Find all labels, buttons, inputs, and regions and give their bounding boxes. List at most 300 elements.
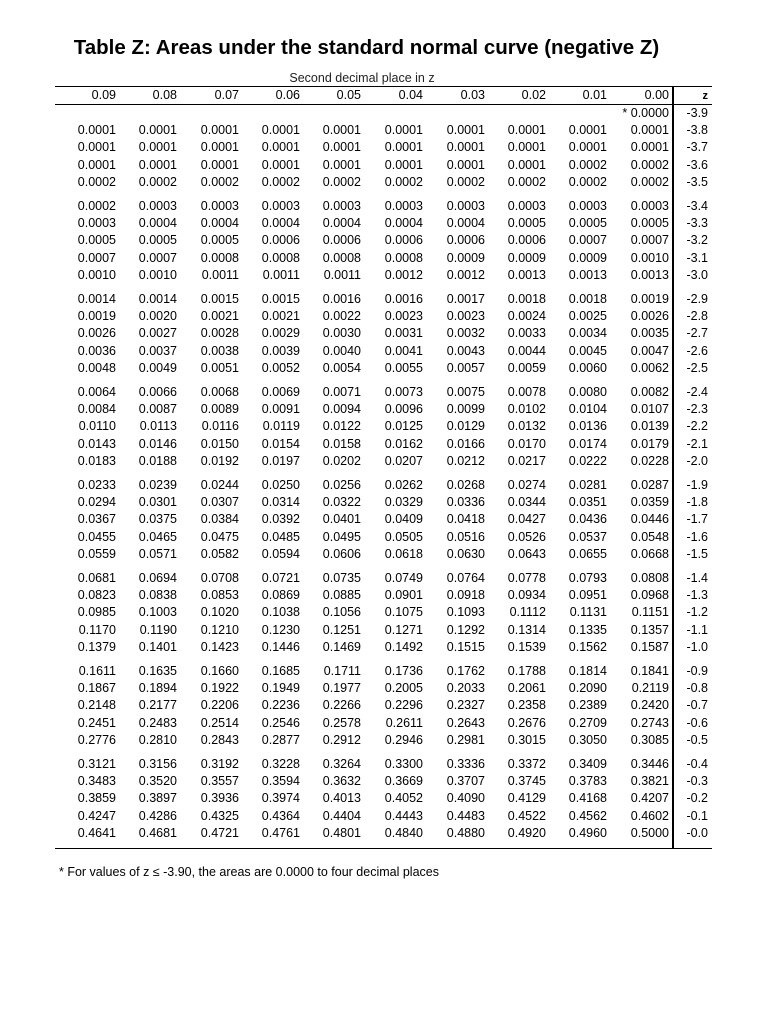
table-cell: 0.0059 — [507, 361, 546, 376]
table-cell: 0.0057 — [446, 361, 485, 376]
table-cell: 0.0418 — [446, 512, 485, 527]
table-cell: 0.1611 — [78, 663, 116, 678]
z-label: -0.8 — [686, 681, 708, 695]
table-cell: 0.0571 — [138, 547, 177, 562]
bottom-rule — [55, 848, 712, 849]
table-cell: 0.0002 — [77, 198, 116, 213]
z-label: -0.1 — [686, 808, 708, 823]
column-header: 0.08 — [152, 88, 177, 102]
table-cell: 0.0146 — [138, 436, 177, 451]
table-cell: 0.1711 — [323, 663, 361, 678]
table-cell: 0.4761 — [261, 826, 300, 841]
table-cell: 0.0228 — [630, 454, 669, 469]
table-cell: 0.0526 — [507, 529, 546, 544]
table-cell: 0.0001 — [384, 140, 423, 155]
table-cell: 0.2810 — [138, 733, 177, 748]
table-cell: 0.0212 — [446, 454, 485, 469]
table-cell: 0.0008 — [322, 250, 361, 265]
table-cell: 0.2420 — [630, 698, 669, 713]
table-cell: 0.2389 — [568, 698, 607, 713]
table-cell: 0.1762 — [446, 663, 485, 678]
table-cell: 0.0045 — [568, 343, 607, 358]
z-label: -3.6 — [686, 157, 708, 172]
table-cell: 0.3192 — [200, 756, 239, 771]
table-cell: 0.0281 — [568, 477, 607, 492]
table-cell: 0.4602 — [630, 808, 669, 823]
table-cell: 0.0002 — [322, 175, 361, 190]
z-label: -3.0 — [686, 268, 708, 283]
table-cell: 0.3707 — [446, 774, 485, 788]
table-cell: 0.0516 — [446, 529, 485, 544]
table-cell: 0.0968 — [630, 588, 669, 602]
table-cell: 0.0274 — [507, 477, 546, 492]
page-title: Table Z: Areas under the standard normal curve (negative Z) — [73, 36, 660, 59]
table-cell: 0.0007 — [568, 233, 607, 248]
table-cell: 0.4364 — [261, 808, 300, 823]
table-cell: 0.0011 — [323, 268, 361, 283]
header-rule — [55, 104, 712, 105]
table-cell: 0.3859 — [77, 791, 116, 806]
table-cell: 0.0018 — [507, 291, 546, 306]
z-label: -3.1 — [686, 250, 708, 265]
table-cell: 0.0091 — [261, 402, 300, 416]
table-cell: 0.4207 — [630, 791, 669, 806]
z-column-divider — [672, 87, 674, 848]
table-cell: 0.0006 — [446, 233, 485, 248]
table-cell: 0.0559 — [77, 547, 116, 562]
table-cell: 0.0016 — [322, 291, 361, 306]
table-cell: 0.4129 — [507, 791, 546, 806]
table-cell: 0.0007 — [630, 233, 669, 248]
table-cell: 0.0019 — [77, 309, 116, 323]
table-cell: 0.3936 — [200, 791, 239, 806]
table-cell: 0.0002 — [446, 175, 485, 190]
table-cell: 0.0034 — [568, 326, 607, 341]
table-cell: 0.0721 — [261, 570, 300, 585]
table-cell: 0.2236 — [261, 698, 300, 713]
table-cell: 0.0027 — [138, 326, 177, 341]
table-cell: 0.0174 — [568, 436, 607, 451]
table-cell: 0.0003 — [630, 198, 669, 213]
table-cell: 0.4325 — [200, 808, 239, 823]
table-cell: 0.0047 — [630, 343, 669, 358]
table-cell: 0.0002 — [200, 175, 239, 190]
table-cell: 0.1587 — [630, 640, 669, 655]
table-cell: 0.4483 — [446, 808, 485, 823]
table-cell: 0.2148 — [77, 698, 116, 713]
table-cell: 0.0668 — [630, 547, 669, 562]
table-cell: 0.0197 — [261, 454, 300, 469]
table-cell: 0.0044 — [507, 343, 546, 358]
table-cell: 0.0078 — [507, 384, 546, 399]
table-cell: 0.0011 — [201, 268, 239, 283]
table-cell: 0.0129 — [446, 419, 485, 434]
table-cell: 0.0001 — [446, 157, 485, 172]
table-cell: 0.1894 — [138, 681, 177, 695]
table-cell: 0.1190 — [139, 622, 177, 637]
table-cell: 0.0375 — [138, 512, 177, 527]
table-cell: 0.0006 — [261, 233, 300, 248]
table-cell: 0.0606 — [322, 547, 361, 562]
table-cell: 0.0001 — [630, 123, 669, 137]
table-cell: 0.2206 — [200, 698, 239, 713]
table-cell: 0.3669 — [384, 774, 423, 788]
table-cell: 0.1492 — [384, 640, 423, 655]
table-cell: 0.2946 — [384, 733, 423, 748]
table-cell: 0.0011 — [262, 268, 300, 283]
z-label: -3.9 — [686, 106, 708, 120]
table-cell: 0.0069 — [261, 384, 300, 399]
table-cell: 0.0001 — [568, 123, 607, 137]
table-cell: 0.0708 — [200, 570, 239, 585]
z-label: -1.1 — [686, 622, 708, 637]
table-cell: 0.0018 — [568, 291, 607, 306]
table-cell: 0.0233 — [77, 477, 116, 492]
table-cell: 0.0001 — [200, 140, 239, 155]
table-cell: 0.4522 — [507, 808, 546, 823]
table-cell: 0.0465 — [138, 529, 177, 544]
table-cell: 0.0064 — [77, 384, 116, 399]
table-cell: 0.4168 — [568, 791, 607, 806]
table-cell: 0.1314 — [507, 622, 546, 637]
table-cell: 0.0125 — [384, 419, 423, 434]
table-cell: 0.2296 — [384, 698, 423, 713]
table-cell: 0.2676 — [507, 715, 546, 730]
table-cell: 0.0119 — [262, 419, 300, 434]
table-cell: 0.1335 — [568, 622, 607, 637]
table-cell: 0.0004 — [200, 216, 239, 230]
table-cell: 0.0322 — [322, 495, 361, 509]
z-label: -2.3 — [686, 402, 708, 416]
table-cell: 0.0301 — [138, 495, 177, 509]
table-cell: 0.2743 — [630, 715, 669, 730]
table-cell: 0.0008 — [384, 250, 423, 265]
table-cell: 0.0013 — [630, 268, 669, 283]
z-label: -1.5 — [686, 547, 708, 562]
table-cell: 0.0051 — [200, 361, 239, 376]
table-cell: 0.0287 — [630, 477, 669, 492]
table-cell: 0.0087 — [138, 402, 177, 416]
table-cell: 0.4681 — [138, 826, 177, 841]
table-cell: 0.0001 — [138, 157, 177, 172]
table-cell: 0.0002 — [568, 157, 607, 172]
table-cell: 0.4562 — [568, 808, 607, 823]
table-cell: 0.1867 — [77, 681, 116, 695]
table-cell: 0.0455 — [77, 529, 116, 544]
z-label: -2.7 — [686, 326, 708, 341]
table-cell: 0.0002 — [568, 175, 607, 190]
table-cell: 0.0207 — [384, 454, 423, 469]
table-cell: 0.0013 — [568, 268, 607, 283]
table-cell: 0.3372 — [507, 756, 546, 771]
table-cell: 0.0268 — [446, 477, 485, 492]
table-cell: 0.1131 — [569, 605, 607, 620]
table-cell: 0.0427 — [507, 512, 546, 527]
table-cell: 0.0005 — [568, 216, 607, 230]
table-cell: 0.0132 — [507, 419, 546, 434]
table-cell: 0.0256 — [322, 477, 361, 492]
table-cell: 0.0020 — [138, 309, 177, 323]
table-cell: 0.0548 — [630, 529, 669, 544]
table-cell: 0.0005 — [200, 233, 239, 248]
table-cell: 0.0001 — [446, 140, 485, 155]
table-cell: 0.0019 — [630, 291, 669, 306]
table-cell: 0.0003 — [322, 198, 361, 213]
table-cell: 0.0869 — [261, 588, 300, 602]
table-cell: 0.0084 — [77, 402, 116, 416]
table-cell: 0.0122 — [322, 419, 361, 434]
table-cell: 0.4920 — [507, 826, 546, 841]
table-cell: 0.0004 — [446, 216, 485, 230]
table-cell: 0.3783 — [568, 774, 607, 788]
table-cell: 0.0094 — [322, 402, 361, 416]
table-cell: 0.3050 — [568, 733, 607, 748]
table-cell: 0.0778 — [507, 570, 546, 585]
table-cell: 0.4404 — [322, 808, 361, 823]
table-cell: 0.4090 — [446, 791, 485, 806]
table-cell: 0.2709 — [568, 715, 607, 730]
z-label: -3.8 — [686, 123, 708, 137]
z-label: -0.2 — [686, 791, 708, 806]
table-cell: 0.0007 — [138, 250, 177, 265]
column-header: 0.05 — [336, 88, 361, 102]
footnote: * For values of z ≤ -3.90, the areas are 0.0000 to four decimal places — [59, 865, 439, 879]
table-cell: 0.0039 — [261, 343, 300, 358]
table-cell: 0.0001 — [322, 123, 361, 137]
table-cell: 0.2483 — [138, 715, 177, 730]
table-cell: 0.0015 — [261, 291, 300, 306]
table-cell: 0.0681 — [77, 570, 116, 585]
z-label: -3.3 — [686, 216, 708, 230]
z-label: -1.6 — [686, 529, 708, 544]
column-header: 0.01 — [582, 88, 607, 102]
table-cell: 0.1660 — [200, 663, 239, 678]
table-cell: 0.2776 — [77, 733, 116, 748]
table-cell: 0.0031 — [384, 326, 423, 341]
table-cell: 0.0016 — [384, 291, 423, 306]
table-cell: 0.4286 — [138, 808, 177, 823]
table-cell: 0.0222 — [568, 454, 607, 469]
table-cell: 0.0023 — [384, 309, 423, 323]
table-cell: 0.1292 — [446, 622, 485, 637]
table-cell: 0.0003 — [138, 198, 177, 213]
table-cell: 0.1922 — [200, 681, 239, 695]
table-cell: 0.0001 — [261, 140, 300, 155]
table-cell: 0.0025 — [568, 309, 607, 323]
table-cell: 0.0001 — [77, 140, 116, 155]
table-cell: 0.2611 — [385, 715, 423, 730]
table-cell: 0.0023 — [446, 309, 485, 323]
table-cell: 0.0643 — [507, 547, 546, 562]
table-cell: 0.0040 — [322, 343, 361, 358]
table-cell: 0.0166 — [446, 436, 485, 451]
table-cell: 0.0307 — [200, 495, 239, 509]
table-cell: 0.0110 — [78, 419, 116, 434]
table-cell: 0.3594 — [261, 774, 300, 788]
table-cell: 0.0007 — [77, 250, 116, 265]
table-cell: 0.0594 — [261, 547, 300, 562]
table-cell: 0.3897 — [138, 791, 177, 806]
z-label: -1.8 — [686, 495, 708, 509]
z-label: -2.1 — [686, 436, 708, 451]
table-cell: 0.1075 — [384, 605, 423, 620]
table-cell: 0.0749 — [384, 570, 423, 585]
table-cell: 0.1814 — [568, 663, 607, 678]
z-label: -3.2 — [686, 233, 708, 248]
table-cell: 0.0239 — [138, 477, 177, 492]
table-cell: 0.1271 — [384, 622, 423, 637]
table-cell: 0.0013 — [507, 268, 546, 283]
table-cell: 0.0008 — [261, 250, 300, 265]
table-cell: 0.0351 — [568, 495, 607, 509]
table-cell: 0.0012 — [446, 268, 485, 283]
table-cell: 0.1539 — [507, 640, 546, 655]
table-cell: 0.0049 — [138, 361, 177, 376]
table-cell: 0.0250 — [261, 477, 300, 492]
table-cell: 0.2514 — [200, 715, 239, 730]
table-cell: 0.0089 — [200, 402, 239, 416]
table-cell: 0.0336 — [446, 495, 485, 509]
table-cell: 0.3745 — [507, 774, 546, 788]
table-cell: 0.3446 — [630, 756, 669, 771]
table-cell: 0.0015 — [200, 291, 239, 306]
table-cell: 0.0002 — [77, 175, 116, 190]
table-cell: 0.0735 — [322, 570, 361, 585]
table-cell: 0.4721 — [200, 826, 239, 841]
table-cell: 0.0055 — [384, 361, 423, 376]
table-cell: 0.0021 — [200, 309, 239, 323]
table-cell: 0.2912 — [322, 733, 361, 748]
z-label: -2.6 — [686, 343, 708, 358]
table-cell: 0.3015 — [507, 733, 546, 748]
table-cell: 0.0838 — [138, 588, 177, 602]
table-cell: 0.0005 — [630, 216, 669, 230]
table-cell: 0.1423 — [200, 640, 239, 655]
z-label: -0.3 — [686, 774, 708, 788]
table-cell: 0.1949 — [261, 681, 300, 695]
table-cell: 0.3632 — [322, 774, 361, 788]
z-label: -1.3 — [686, 588, 708, 602]
table-cell: 0.0475 — [200, 529, 239, 544]
table-cell: 0.0001 — [322, 157, 361, 172]
table-cell: 0.1251 — [322, 622, 361, 637]
table-cell: 0.0062 — [630, 361, 669, 376]
table-cell: 0.3974 — [261, 791, 300, 806]
table-cell: 0.0017 — [446, 291, 485, 306]
table-cell: 0.0401 — [322, 512, 361, 527]
table-cell: 0.0808 — [630, 570, 669, 585]
table-cell: 0.3228 — [261, 756, 300, 771]
table-cell: 0.0154 — [261, 436, 300, 451]
table-cell: 0.0003 — [200, 198, 239, 213]
table-cell: 0.1515 — [446, 640, 485, 655]
z-label: -1.7 — [686, 512, 708, 527]
table-subheading: Second decimal place in z — [289, 71, 435, 85]
table-cell: 0.0001 — [261, 157, 300, 172]
table-cell: 0.1003 — [138, 605, 177, 620]
table-cell: 0.0158 — [322, 436, 361, 451]
table-cell: 0.0005 — [77, 233, 116, 248]
table-cell: 0.0033 — [507, 326, 546, 341]
table-cell: 0.0262 — [384, 477, 423, 492]
table-cell: 0.2877 — [261, 733, 300, 748]
table-cell: 0.0001 — [568, 140, 607, 155]
table-cell: 0.1151 — [631, 605, 669, 620]
table-cell: 0.0026 — [630, 309, 669, 323]
table-cell: 0.0005 — [138, 233, 177, 248]
table-cell: 0.0495 — [322, 529, 361, 544]
table-cell: 0.0022 — [322, 309, 361, 323]
table-cell: 0.0002 — [384, 175, 423, 190]
table-cell: 0.0010 — [77, 268, 116, 283]
table-cell: 0.1112 — [509, 605, 546, 620]
table-cell: 0.0003 — [384, 198, 423, 213]
z-label: -2.0 — [686, 454, 708, 469]
z-label: -0.6 — [686, 715, 708, 730]
table-cell: 0.0012 — [384, 268, 423, 283]
table-cell: 0.0052 — [261, 361, 300, 376]
table-cell: 0.0037 — [138, 343, 177, 358]
table-cell: 0.1562 — [568, 640, 607, 655]
table-cell: 0.0918 — [446, 588, 485, 602]
table-cell: 0.3121 — [77, 756, 116, 771]
table-cell: 0.2643 — [446, 715, 485, 730]
table-cell: 0.0694 — [138, 570, 177, 585]
table-cell: 0.0618 — [384, 547, 423, 562]
table-cell: 0.0001 — [630, 140, 669, 155]
table-cell: 0.1170 — [78, 622, 116, 637]
table-cell: 0.1020 — [200, 605, 239, 620]
table-cell: 0.0014 — [77, 291, 116, 306]
column-header: 0.09 — [91, 88, 116, 102]
table-cell: 0.0035 — [630, 326, 669, 341]
table-cell: 0.0367 — [77, 512, 116, 527]
table-cell: 0.0001 — [507, 157, 546, 172]
table-cell: 0.0096 — [384, 402, 423, 416]
table-cell: 0.0113 — [139, 419, 177, 434]
table-cell: 0.0002 — [630, 175, 669, 190]
column-header: 0.07 — [214, 88, 239, 102]
table-cell: 0.2266 — [322, 698, 361, 713]
table-cell: 0.0003 — [568, 198, 607, 213]
table-cell: 0.0505 — [384, 529, 423, 544]
table-cell: 0.0075 — [446, 384, 485, 399]
z-column-header: z — [702, 90, 708, 102]
table-cell: 0.0029 — [261, 326, 300, 341]
table-cell: 0.2546 — [261, 715, 300, 730]
table-cell: 0.0446 — [630, 512, 669, 527]
table-cell: 0.0043 — [446, 343, 485, 358]
z-label: -2.2 — [686, 419, 708, 434]
table-cell: 0.0036 — [77, 343, 116, 358]
table-cell: 0.0001 — [322, 140, 361, 155]
table-cell: 0.0162 — [384, 436, 423, 451]
table-cell: 0.4840 — [384, 826, 423, 841]
table-cell: 0.4443 — [384, 808, 423, 823]
table-cell: 0.1379 — [77, 640, 116, 655]
table-cell: 0.0002 — [138, 175, 177, 190]
table-cell: 0.1093 — [446, 605, 485, 620]
table-cell: 0.0021 — [261, 309, 300, 323]
table-cell: 0.1736 — [384, 663, 423, 678]
table-cell: 0.2033 — [446, 681, 485, 695]
table-cell: 0.0409 — [384, 512, 423, 527]
table-cell: 0.0188 — [138, 454, 177, 469]
table-cell: 0.0006 — [322, 233, 361, 248]
table-cell: 0.3300 — [384, 756, 423, 771]
table-cell: 0.0102 — [507, 402, 546, 416]
table-cell: 0.4960 — [568, 826, 607, 841]
